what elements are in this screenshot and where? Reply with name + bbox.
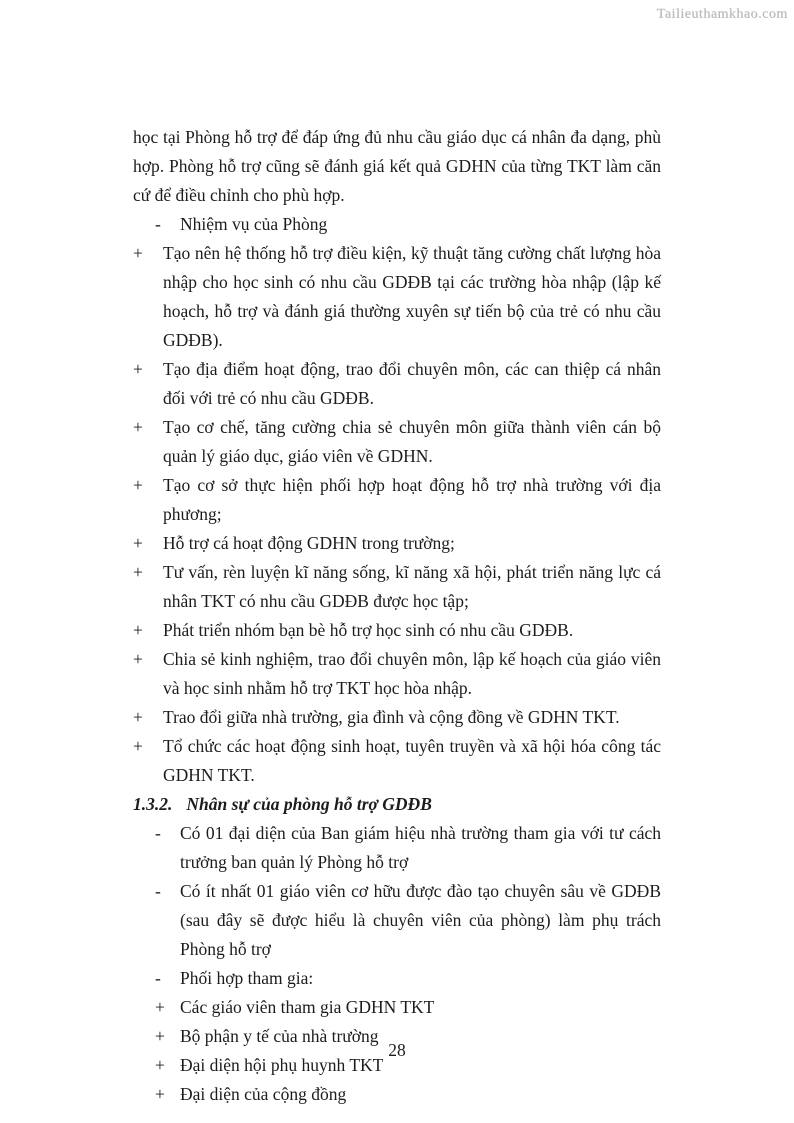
plus-marker: + [155,1026,165,1046]
section-heading [133,790,661,819]
dash-marker: - [155,214,161,234]
list-item-tasks-label [155,210,661,239]
section-title: Nhân sự của phòng hỗ trợ GDĐB [186,794,432,814]
list-item [133,703,661,732]
page-number: 28 [388,1040,406,1060]
dash-marker: - [155,823,161,843]
plus-marker: + [133,533,143,553]
plus-marker: + [133,707,143,727]
list-item-text: Có ít nhất 01 giáo viên cơ hữu được đào tạo chuyên sâu về GDĐB (sau đây sẽ được hiểu là chuyên viên của phòng) làm phụ trách Phòng hỗ trợ [180,881,661,959]
plus-marker: + [133,620,143,640]
list-item [133,732,661,790]
list-item [133,471,661,529]
list-item-text: Chia sẻ kinh nghiệm, trao đổi chuyên môn, lập kế hoạch của giáo viên và học sinh nhằm hỗ trợ TKT học hòa nhập. [163,649,661,698]
list-item-text: Tạo địa điểm hoạt động, trao đổi chuyên môn, các can thiệp cá nhân đối với trẻ có nhu cầu GDĐB. [163,359,661,408]
list-item-text: Hỗ trợ cá hoạt động GDHN trong trường; [163,533,455,553]
list-item [133,645,661,703]
page-body [133,123,661,1109]
list-item [133,529,661,558]
list-item [155,819,661,877]
plus-marker: + [155,997,165,1017]
section-number: 1.3.2. [133,794,173,814]
plus-marker: + [155,1084,165,1104]
list-item [133,413,661,471]
list-item-text: Phối hợp tham gia: [180,968,314,988]
list-item [155,964,661,993]
list-item [133,616,661,645]
list-item-text: Tạo cơ chế, tăng cường chia sẻ chuyên môn giữa thành viên cán bộ quản lý giáo dục, giáo viên về GDHN. [163,417,661,466]
list-item [155,1080,661,1109]
list-item-text: Phát triển nhóm bạn bè hỗ trợ học sinh có nhu cầu GDĐB. [163,620,574,640]
plus-marker: + [133,359,143,379]
plus-marker: + [133,243,143,263]
intro-paragraph: học tại Phòng hỗ trợ để đáp ứng đủ nhu cầu giáo dục cá nhân đa dạng, phù hợp. Phòng hỗ trợ cũng sẽ đánh giá kết quả GDHN của từng TKT làm căn cứ để điều chỉnh cho phù hợp. [133,127,661,205]
list-item [155,877,661,964]
dash-marker: - [155,881,161,901]
list-item-text: Bộ phận y tế của nhà trường [180,1026,379,1046]
plus-marker: + [133,649,143,669]
list-item-text: Tổ chức các hoạt động sinh hoạt, tuyên truyền và xã hội hóa công tác GDHN TKT. [163,736,661,785]
list-item [133,558,661,616]
list-item-text: Đại diện của cộng đồng [180,1084,347,1104]
list-item [133,239,661,355]
list-item-text: Tạo nên hệ thống hỗ trợ điều kiện, kỹ thuật tăng cường chất lượng hòa nhập cho học sinh có nhu cầu GDĐB tại các trường hòa nhập (lập kế hoạch, hỗ trợ và đánh giá thường xuyên sự tiến bộ của trẻ có nhu cầu GDĐB). [163,243,661,350]
list-item-text: Có 01 đại diện của Ban giám hiệu nhà trường tham gia với tư cách trưởng ban quản lý Phòng hỗ trợ [180,823,661,872]
list-item-text: Tạo cơ sở thực hiện phối hợp hoạt động hỗ trợ nhà trường với địa phương; [163,475,661,524]
dash-marker: - [155,968,161,988]
list-item [133,355,661,413]
plus-marker: + [133,475,143,495]
plus-marker: + [155,1055,165,1075]
list-item-text: Tư vấn, rèn luyện kĩ năng sống, kĩ năng xã hội, phát triển năng lực cá nhân TKT có nhu cầu GDĐB được học tập; [163,562,661,611]
list-item-text: Nhiệm vụ của Phòng [180,214,328,234]
list-item-text: Đại diện hội phụ huynh TKT [180,1055,384,1075]
list-item [155,993,661,1022]
watermark: Tailieuthamkhao.com [657,7,788,22]
plus-marker: + [133,736,143,756]
plus-marker: + [133,562,143,582]
list-item-text: Trao đổi giữa nhà trường, gia đình và cộng đồng về GDHN TKT. [163,707,620,727]
list-item-text: Các giáo viên tham gia GDHN TKT [180,997,435,1017]
plus-marker: + [133,417,143,437]
